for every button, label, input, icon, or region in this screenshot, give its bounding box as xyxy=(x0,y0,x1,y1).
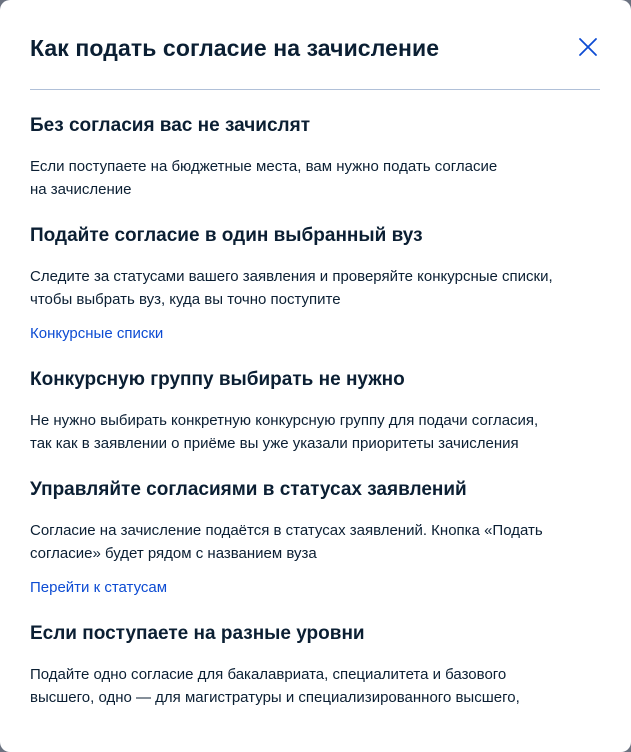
section-no-consent xyxy=(30,113,600,201)
section-title: Конкурсную группу выбирать не нужно xyxy=(30,369,405,390)
section-competition-group xyxy=(30,367,600,455)
section-text: Согласие на зачисление подаётся в статусах заявлений. Кнопка «Подать согласие» будет рядом с названием вуза xyxy=(30,522,543,562)
go-to-statuses-link[interactable]: Перейти к статусам xyxy=(30,579,168,596)
section-text: Если поступаете на бюджетные места, вам нужно подать согласие на зачисление xyxy=(30,158,498,198)
section-title: Если поступаете на разные уровни xyxy=(30,623,365,644)
section-one-university xyxy=(30,223,600,345)
section-title: Подайте согласие в один выбранный вуз xyxy=(30,225,423,246)
modal-title: Как подать согласие на зачисление xyxy=(30,35,440,61)
section-text: Не нужно выбирать конкретную конкурсную группу для подачи согласия, так как в заявлении о приёме вы уже указали приоритеты зачисления xyxy=(30,412,539,452)
modal-header xyxy=(30,30,600,70)
close-button[interactable] xyxy=(576,35,600,59)
close-icon xyxy=(576,35,600,59)
section-title: Без согласия вас не зачислят xyxy=(30,115,310,136)
section-manage-consents xyxy=(30,477,600,599)
section-text: Следите за статусами вашего заявления и проверяйте конкурсные списки, чтобы выбрать вуз, куда вы точно поступите xyxy=(30,268,553,308)
modal-content xyxy=(30,113,600,731)
section-different-levels xyxy=(30,621,600,709)
section-text: Подайте одно согласие для бакалавриата, специалитета и базового высшего, одно — для магистратуры и специализированного высшего, xyxy=(30,666,520,706)
competition-lists-link[interactable]: Конкурсные списки xyxy=(30,325,164,342)
header-divider xyxy=(30,89,600,90)
section-title: Управляйте согласиями в статусах заявлений xyxy=(30,479,467,500)
